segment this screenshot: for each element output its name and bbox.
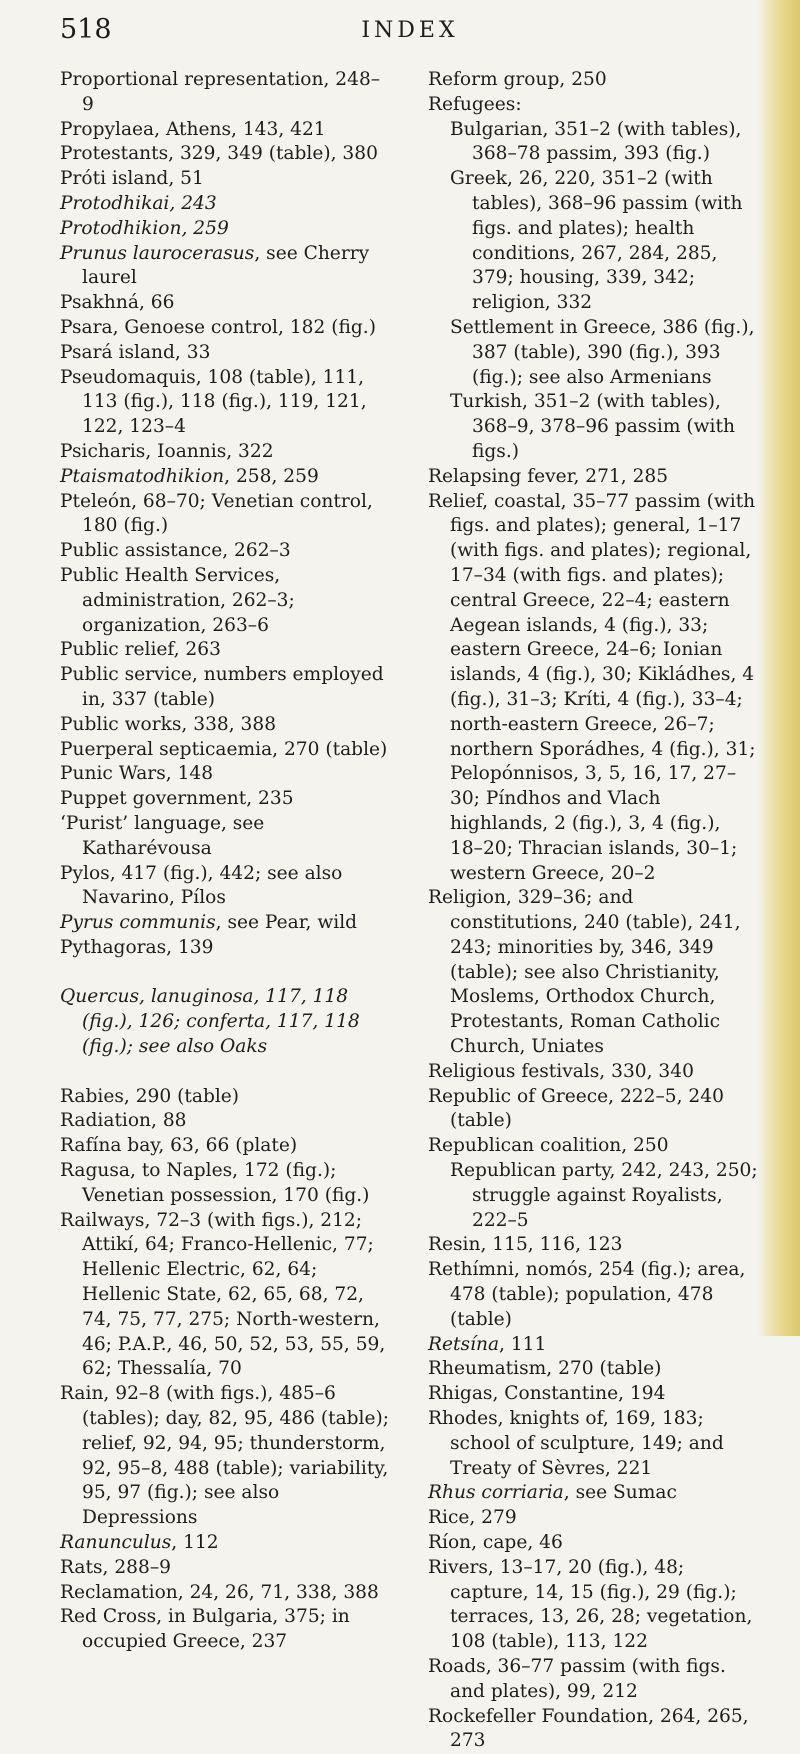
- index-entry: Religious festivals, 330, 340: [428, 1060, 694, 1082]
- index-entry: Republic of Greece, 222–5, 240 (table): [428, 1085, 724, 1132]
- index-entry: Pylos, 417 (fig.), 442; see also Navarino, Pílos: [60, 862, 343, 909]
- index-subentry: Greek, 26, 220, 351–2 (with tables), 368–96 passim (with figs. and plates); health conditions, 267, 284, 285, 379; housing, 339, 342; religion, 332: [450, 168, 743, 314]
- index-entry: Puerperal septicaemia, 270 (table): [60, 738, 388, 760]
- index-entry: Rhigas, Constantine, 194: [428, 1383, 666, 1405]
- index-entry: Roads, 36–77 passim (with figs. and plates), 99, 212: [428, 1656, 726, 1702]
- index-entry: Pteleón, 68–70; Venetian control, 180 (fig.): [60, 490, 373, 537]
- index-term-italic: Pyrus communis: [60, 912, 216, 934]
- index-term-italic: Ranunculus: [60, 1532, 172, 1554]
- index-entry: Pseudomaquis, 108 (table), 111, 113 (fig.), 118 (fig.), 119, 121, 122, 123–4: [60, 366, 367, 438]
- index-entry: [428, 1333, 758, 1358]
- index-entry: Ríon, cape, 46: [428, 1532, 563, 1554]
- index-term-italic: Ptaismatodhikion: [60, 465, 225, 487]
- index-entry: Red Cross, in Bulgaria, 375; in occupied Greece, 237: [60, 1606, 350, 1653]
- index-column-right: [428, 68, 758, 1754]
- index-entry: Psara, Genoese control, 182 (fig.): [60, 316, 376, 338]
- index-entry: Próti island, 51: [60, 168, 204, 190]
- index-entry: Rice, 279: [428, 1507, 517, 1529]
- index-entry: [428, 1481, 758, 1506]
- index-entry: Rats, 288–9: [60, 1556, 171, 1578]
- index-entry: Rethímni, nomós, 254 (fig.); area, 478 (table); population, 478 (table): [428, 1259, 746, 1330]
- index-entry: Public service, numbers employed in, 337 (table): [60, 664, 384, 710]
- index-entry: Quercus, lanuginosa, 117, 118 (fig.), 126; conferta, 117, 118 (fig.); see also Oaks: [60, 986, 360, 1058]
- index-column-left: [60, 68, 390, 1655]
- index-entry: Relief, coastal, 35–77 passim (with figs. and plates); general, 1–17 (with figs. and plates); regional, 17–34 (with figs. and plates); central Greece, 22–4; eastern Aegean islands, 4 (fig.), 33; eastern Greece, 24–6; Ionian islands, 4 (fig.), 30; Kikládhes, 4 (fig.), 31–3; Kríti, 4 (fig.), 33–4; north-eastern Greece, 26–7; northern Sporádhes, 4 (fig.), 31; Pelopónnisos, 3, 5, 16, 17, 27–30; Píndhos and Vlach highlands, 2 (fig.), 3, 4 (fig.), 18–20; Thracian islands, 30–1; western Greece, 20–2: [428, 490, 756, 884]
- index-entry: Religion, 329–36; and constitutions, 240 (table), 241, 243; minorities by, 346, 349 (table); see also Christianity, Moslems, Orthodox Church, Protestants, Roman Catholic Church, Uniates: [428, 887, 741, 1058]
- index-entry: Psicharis, Ioannis, 322: [60, 440, 274, 462]
- index-entry: Relapsing fever, 271, 285: [428, 465, 669, 487]
- index-term-italic: Prunus laurocerasus: [60, 242, 255, 264]
- index-entry: Radiation, 88: [60, 1110, 187, 1132]
- index-entry: Republican coalition, 250: [428, 1135, 669, 1157]
- index-entry: Rabies, 290 (table): [60, 1085, 240, 1107]
- index-entry: Rain, 92–8 (with figs.), 485–6 (tables); day, 82, 95, 486 (table); relief, 92, 94, 95; thunderstorm, 92, 95–8, 488 (table); variability, 95, 97 (fig.); see also Depressions: [60, 1383, 390, 1529]
- index-entry: [60, 1531, 390, 1556]
- index-entry: Proportional representation, 248–9: [60, 69, 381, 115]
- index-entry: Ragusa, to Naples, 172 (fig.); Venetian possession, 170 (fig.): [60, 1160, 370, 1206]
- index-entry: [60, 242, 390, 292]
- index-entry: Railways, 72–3 (with figs.), 212; Attikí, 64; Franco-Hellenic, 77; Hellenic Electric, 62, 64; Hellenic State, 62, 65, 68, 72, 74, 75, 77, 275; North-western, 46; P.A.P., 46, 50, 52, 53, 55, 59, 62; Thessalía, 70: [60, 1209, 386, 1380]
- index-entry: Punic Wars, 148: [60, 763, 214, 785]
- index-references: , see Pear, wild: [215, 912, 358, 934]
- index-entry: Propylaea, Athens, 143, 421: [60, 118, 326, 140]
- index-references: , 112: [171, 1532, 219, 1554]
- index-entry: [60, 465, 390, 490]
- index-references: , 111: [499, 1333, 547, 1355]
- index-entry: Rockefeller Foundation, 264, 265, 273: [428, 1705, 749, 1752]
- index-entry: Public assistance, 262–3: [60, 540, 291, 562]
- index-entry: Public works, 338, 388: [60, 713, 277, 735]
- index-entry: Puppet government, 235: [60, 788, 294, 810]
- index-entry: Protestants, 329, 349 (table), 380: [60, 143, 378, 165]
- index-entry: Rafína bay, 63, 66 (plate): [60, 1135, 298, 1157]
- index-entry: Pythagoras, 139: [60, 936, 214, 958]
- index-entry: Refugees:: [428, 93, 522, 115]
- index-entry: Rheumatism, 270 (table): [428, 1358, 662, 1380]
- index-entry: [60, 911, 390, 936]
- index-entry: Public Health Services, administration, 262–3; organization, 263–6: [60, 564, 295, 636]
- section-gap: [60, 1060, 390, 1085]
- page-edge: [758, 0, 800, 1336]
- index-references: , see Sumac: [563, 1482, 677, 1504]
- index-entry: Reclamation, 24, 26, 71, 338, 388: [60, 1581, 379, 1603]
- index-entry: Rhodes, knights of, 169, 183; school of sculpture, 149; and Treaty of Sèvres, 221: [428, 1408, 724, 1479]
- index-entry: Protodhikai, 243: [60, 192, 217, 214]
- index-references: , 258, 259: [224, 465, 319, 487]
- index-term-italic: Rhus corriaria: [428, 1482, 564, 1504]
- index-term-italic: Retsína: [428, 1333, 500, 1355]
- index-subentry: Settlement in Greece, 386 (fig.), 387 (table), 390 (fig.), 393 (fig.); see also Armenians: [450, 316, 755, 388]
- index-subentry: Republican party, 242, 243, 250; struggle against Royalists, 222–5: [450, 1160, 758, 1231]
- index-entry: Public relief, 263: [60, 639, 221, 661]
- page-number: 518: [60, 14, 112, 45]
- index-entry: ‘Purist’ language, see Katharévousa: [60, 812, 265, 859]
- index-entry: Resin, 115, 116, 123: [428, 1234, 623, 1256]
- index-subentry: Turkish, 351–2 (with tables), 368–9, 378–96 passim (with figs.): [450, 391, 735, 462]
- index-entry: Rivers, 13–17, 20 (fig.), 48; capture, 14, 15 (fig.), 29 (fig.); terraces, 13, 26, 28; vegetation, 108 (table), 113, 122: [428, 1556, 753, 1653]
- page-header: [60, 14, 760, 54]
- index-subentry: Bulgarian, 351–2 (with tables), 368–78 passim, 393 (fig.): [450, 118, 742, 165]
- index-entry: Reform group, 250: [428, 69, 607, 90]
- section-gap: [60, 961, 390, 986]
- page-title: INDEX: [361, 18, 459, 43]
- index-references: , see Cherry laurel: [82, 242, 370, 289]
- index-entry: Psará island, 33: [60, 341, 211, 363]
- index-entry: Protodhikion, 259: [60, 217, 229, 239]
- index-entry: Psakhná, 66: [60, 292, 175, 314]
